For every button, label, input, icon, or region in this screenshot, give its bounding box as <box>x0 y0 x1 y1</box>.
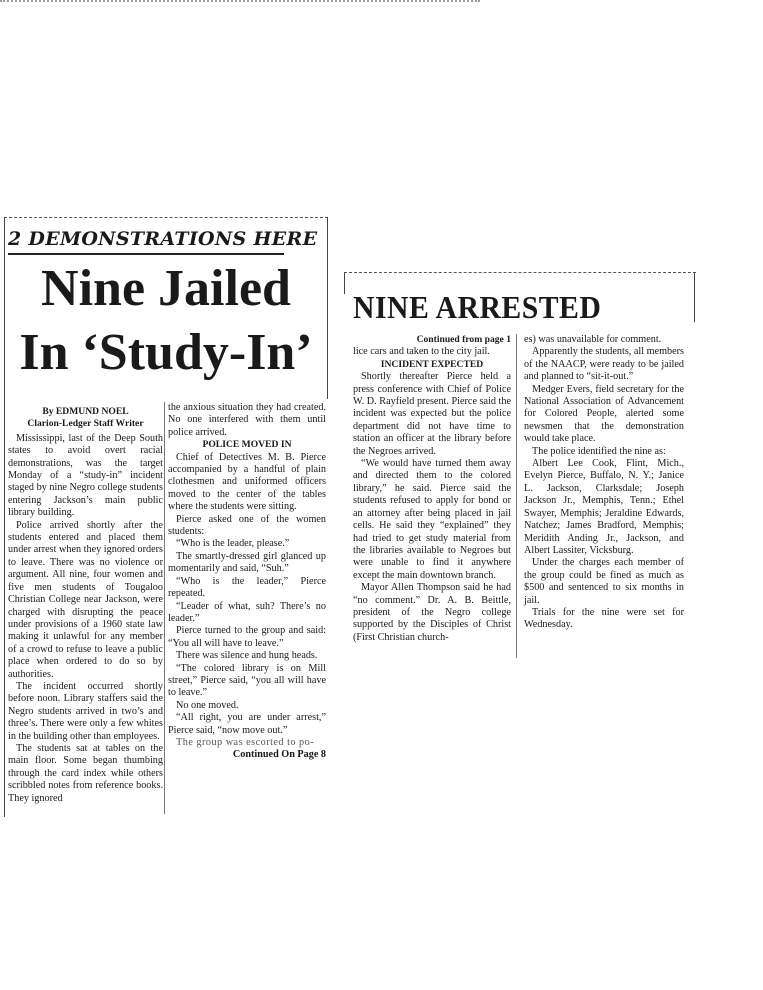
byline: By EDMUND NOEL <box>42 406 129 417</box>
column-rule <box>516 334 517 658</box>
paragraph: The incident occurred shortly before noon. Library staffers said the Negro students arrived in two’s and three’s. There were only a few whites in the building other than employees. <box>8 680 163 742</box>
paragraph: The police identified the nine as: <box>532 445 666 457</box>
paragraph: Chief of Detectives M. B. Pierce accompanied by a handful of plain clothesmen and uniformed officers moved to the center of the tables where the students were sitting. <box>168 451 326 513</box>
right-border-rule <box>694 272 695 322</box>
paragraph: Pierce asked one of the women students: <box>168 513 326 538</box>
paragraph: The smartly-dressed girl glanced up momentarily and said, “Suh.” <box>168 550 326 575</box>
kicker-headline: 2 DEMONSTRATIONS HERE <box>8 228 318 250</box>
headline-line-1: Nine Jailed <box>41 260 291 317</box>
paragraph: lice cars and taken to the city jail. <box>353 346 490 358</box>
continued-line: Continued On Page 8 <box>232 749 326 761</box>
paragraph: Police arrived shortly after the students entered and placed them under arrest when they ignored orders to leave. There was no violence or argument. All nine, four women and five men students of Tougaloo Christian College near Jackson, were charged with disrupting the peace under provisions of a 1960 state law making it unlawful for any member of a crowd to refuse to leave a public place when ordered to do so by authorities. <box>8 519 163 680</box>
paragraph: Albert Lee Cook, Flint, Mich., Evelyn Pierce, Buffalo, N. Y.; Janice L. Jackson, Clarksdale; Joseph Jackson Jr., Memphis, Tenn.; Ethel Swayer, Memphis; Jeraldine Edwards, Natchez; James Bradford, Memphis; Meridith Anding Jr., Jackson, and Albert Lassiter, Vicksburg. <box>524 458 684 556</box>
paragraph: “The colored library is on Mill street,” Pierce said, “you all will have to leave.” <box>168 662 326 699</box>
paragraph: “Who is the leader, please.” <box>176 538 290 550</box>
kicker-underline <box>8 253 284 255</box>
left-border-rule <box>344 272 345 294</box>
left-clipping <box>4 217 328 817</box>
right-clipping <box>344 272 696 672</box>
paragraph: Shortly thereafter Pierce held a press conference with Chief of Police W. D. Rayfield present. Pierce said the incident was expected but the police department did not have time to station an officer at the library before the Negroes arrived. <box>353 371 511 457</box>
headline-line-2: In ‘Study-In’ <box>19 324 313 381</box>
top-rule <box>4 217 328 219</box>
paragraph: Apparently the students, all members of the NAACP, were ready to be jailed and planned to “sit-it-out.” <box>524 346 684 383</box>
article-column-1 <box>8 406 163 805</box>
subhead: POLICE MOVED IN <box>202 439 292 451</box>
paragraph: Under the charges each member of the group could be fined as much as $500 and sentenced to six months in jail. <box>524 557 684 606</box>
top-dotted-border <box>0 0 480 6</box>
byline-title: Clarion-Ledger Staff Writer <box>27 418 144 430</box>
article-column-2 <box>524 334 684 632</box>
top-rule <box>344 272 696 274</box>
paragraph: “Who is the leader,” Pierce repeated. <box>168 575 326 600</box>
subhead: INCIDENT EXPECTED <box>380 358 484 370</box>
article-column-2 <box>168 402 326 762</box>
article-column-1 <box>353 334 511 644</box>
paragraph: No one moved. <box>176 699 239 711</box>
paragraph: Trials for the nine were set for Wednesday. <box>524 606 684 631</box>
paragraph: Medger Evers, field secretary for the National Association of Advancement for Colored People, alerted some newsmen that the demonstration would take place. <box>524 383 684 445</box>
continued-from: Continued from page 1 <box>416 334 511 345</box>
paragraph: The group was escorted to po- <box>176 736 315 748</box>
paragraph: Mississippi, last of the Deep South states to avoid overt racial demonstrations, was the target Monday of a “study-in” incident staged by nine Negro college students entering Jackson’s main public library building. <box>8 432 163 519</box>
paragraph: There was silence and hung heads. <box>176 650 318 662</box>
column-rule <box>164 402 165 814</box>
paragraph: Pierce turned to the group and said: “You all will have to leave.” <box>168 625 326 649</box>
paragraph: es) was unavailable for comment. <box>524 334 662 345</box>
paragraph: “We would have turned them away and directed them to the colored library,” he said. Pierce said the students refused to apply for bond or an attorney after being placed in jail cells. He said they “explained” they had tried to get study material from the libraries available to Negroes but were unable to find it anywhere except the main downtown branch. <box>353 458 511 581</box>
paragraph: Mayor Allen Thompson said he had “no comment.” Dr. A. B. Beittle, president of the Negro college supported by the Disciples of Christ (First Christian church- <box>353 582 511 643</box>
paragraph: “Leader of what, suh? There’s no leader.” <box>168 600 326 624</box>
jump-headline: NINE ARRESTED <box>353 289 602 325</box>
paragraph: “All right, you are under arrest,” Pierce said, “now move out.” <box>168 712 326 736</box>
paragraph: the anxious situation they had created. No one interfered with them until police arrived. <box>168 402 326 438</box>
paragraph: The students sat at tables on the main floor. Some began thumbing through the card index while others scribbled notes from reference books. They ignored <box>8 742 163 804</box>
